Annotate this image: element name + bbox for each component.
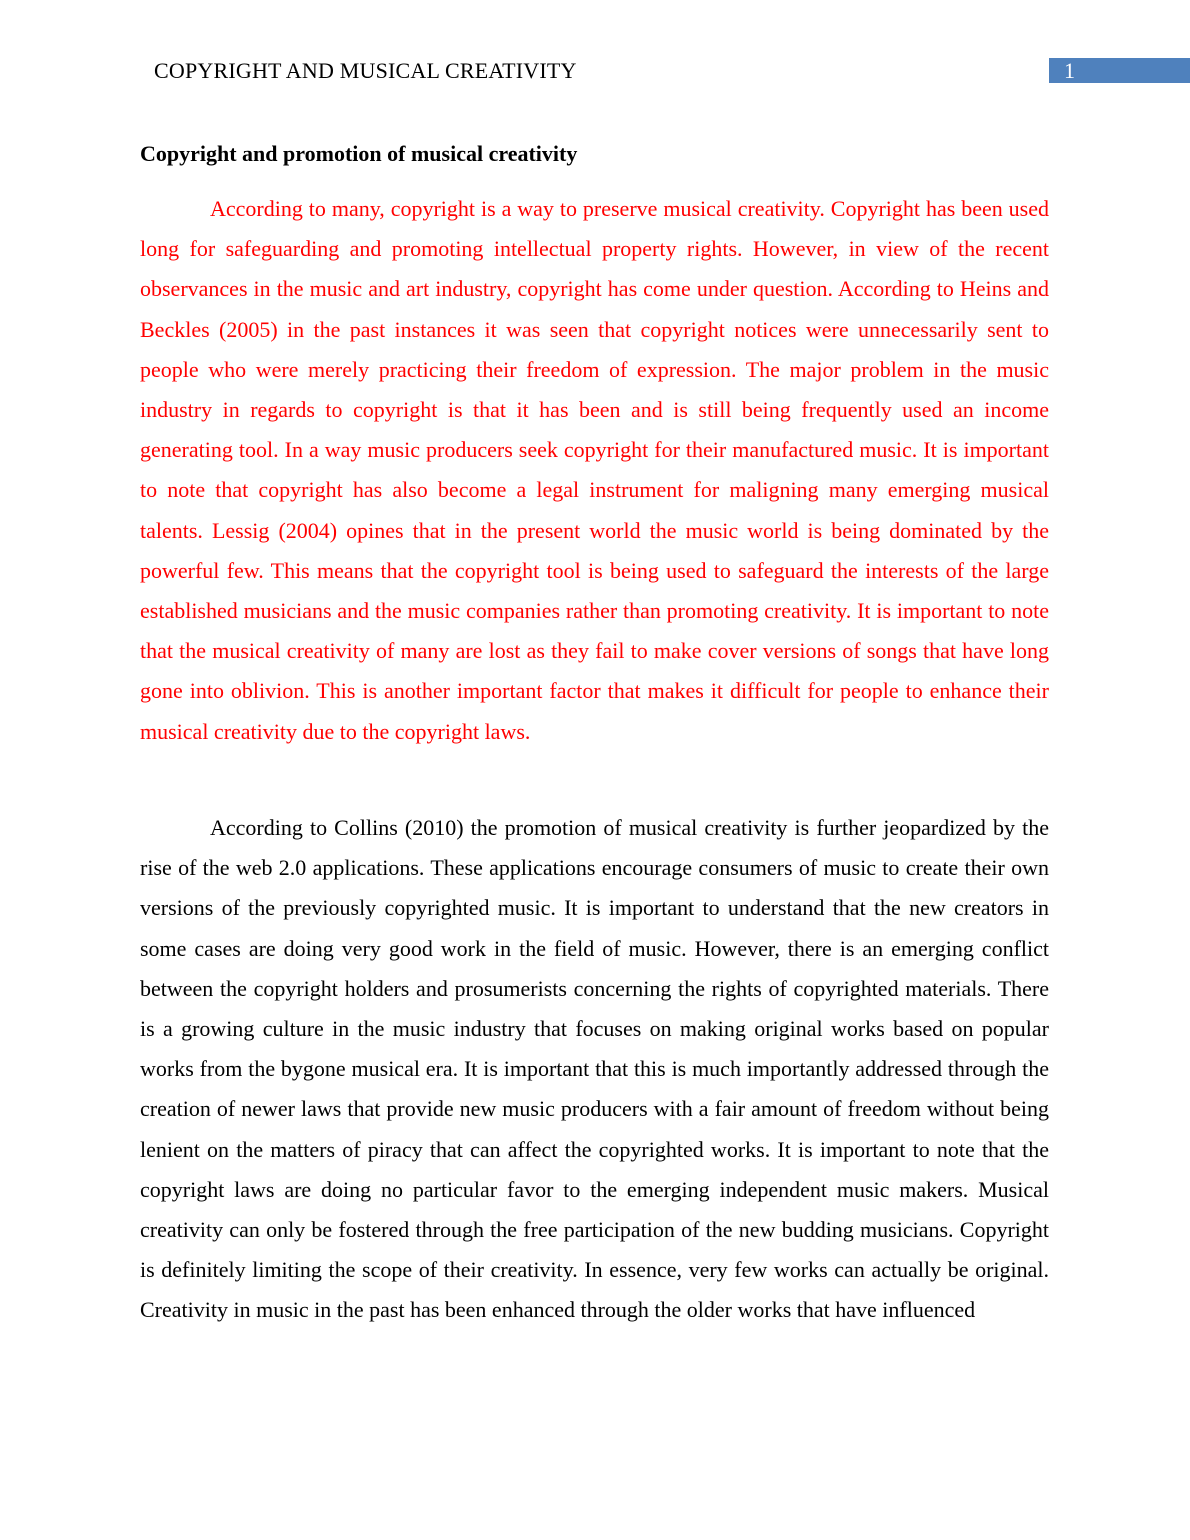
body-paragraph: According to Collins (2010) the promotion of musical creativity is further jeopardized by the rise of the web 2.0 applications. These applications encourage consumers of music to create their own versions of the previously copyrighted music. It is important to understand that the new creators in some cases are doing very good work in the field of music. However, there is an emerging conflict between the copyright holders and prosumerists concerning the rights of copyrighted materials. There is a growing culture in the music industry that focuses on making original works based on popular works from the bygone musical era. It is important that this is much importantly addressed through the creation of newer laws that provide new music producers with a fair amount of freedom without being lenient on the matters of piracy that can affect the copyrighted works. It is important to note that the copyright laws are doing no particular favor to the emerging independent music makers. Musical creativity can only be fostered through the free participation of the new budding musicians. Copyright is definitely limiting the scope of their creativity. In essence, very few works can actually be original. Creativity in music in the past has been enhanced through the older works that have influenced (140, 815, 1049, 1323)
body-paragraph-1-block (140, 189, 1049, 752)
section-heading: Copyright and promotion of musical creativity (140, 141, 578, 166)
page-number-box (1049, 58, 1190, 83)
body-paragraph-2-block (140, 808, 1049, 1331)
running-head: COPYRIGHT AND MUSICAL CREATIVITY (154, 58, 577, 83)
page-number: 1 (1064, 58, 1075, 83)
body-paragraph: According to many, copyright is a way to preserve musical creativity. Copyright has been used long for safeguarding and promoting intellectual property rights. However, in view of the recent observances in the music and art industry, copyright has come under question. According to Heins and Beckles (2005) in the past instances it was seen that copyright notices were unnecessarily sent to people who were merely practicing their freedom of expression. The major problem in the music industry in regards to copyright is that it has been and is still being frequently used an income generating tool. In a way music producers seek copyright for their manufactured music. It is important to note that copyright has also become a legal instrument for maligning many emerging musical talents. Lessig (2004) opines that in the present world the music world is being dominated by the powerful few. This means that the copyright tool is being used to safeguard the interests of the large established musicians and the music companies rather than promoting creativity. It is important to note that the musical creativity of many are lost as they fail to make cover versions of songs that have long gone into oblivion. This is another important factor that makes it difficult for people to enhance their musical creativity due to the copyright laws. (140, 196, 1049, 744)
